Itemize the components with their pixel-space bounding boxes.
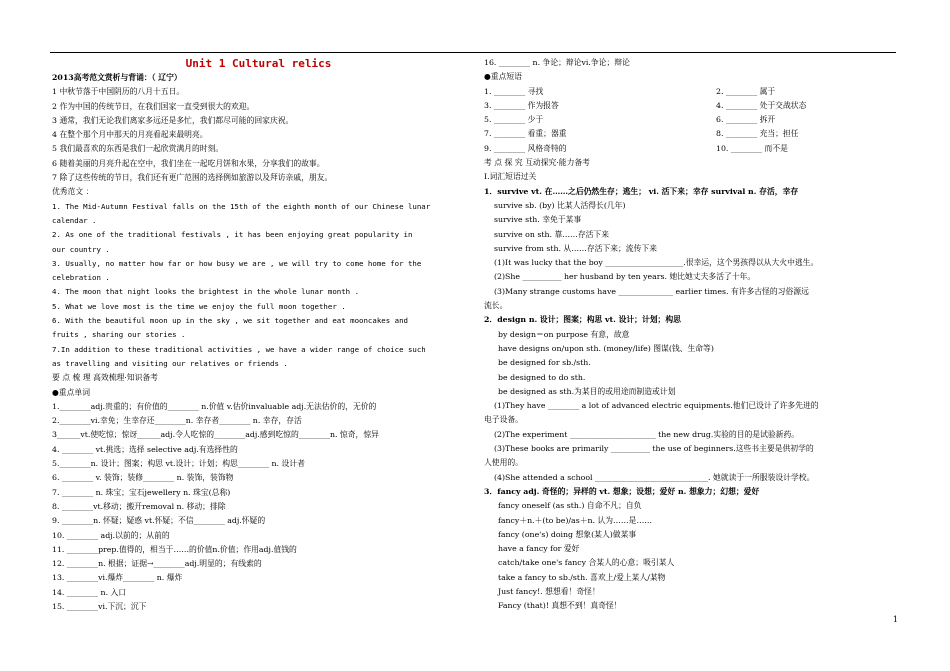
phrase-item: 8. ________ 充当；担任 xyxy=(716,129,799,139)
phrase-item: 7. ________ 看重；器重 xyxy=(484,129,567,139)
left-line: 6. ________ v. 装饰；装修________ n. 装饰，装饰物 xyxy=(52,473,234,483)
right-line xyxy=(484,142,894,156)
right-line: 考 点 探 究 互动探究·能力备考 xyxy=(484,158,590,168)
left-line: 2.________vi.幸免；生幸存还________n. 幸存者________ n. 幸存，存活 xyxy=(52,416,302,426)
right-line: (1)It was lucky that the boy ____________________.很幸运，这个男孩得以从大火中逃生。 xyxy=(494,258,819,268)
left-line: 3. Usually, no matter how far or how busy we are , we will try to come home for the xyxy=(52,258,422,268)
right-line: 电子设备。 xyxy=(484,415,523,425)
left-line: 2 作为中国的传统节日，在我们国家一直受到很大的欢迎。 xyxy=(52,101,255,111)
left-line: 2013高考范文赏析与背诵：（ 辽宁） xyxy=(52,73,182,82)
right-line: 1．survive vt. 在……之后仍然生存；逃生； vi. 活下来；幸存 survival n. 存活，幸存 xyxy=(484,186,799,196)
left-line: 9. ________n. 怀疑；疑惑 vt.怀疑；不信________ adj.怀疑的 xyxy=(52,516,266,526)
right-line: have a fancy for 爱好 xyxy=(498,544,580,554)
right-line: Ⅰ.词汇短语过关 xyxy=(484,172,537,182)
phrase-item: 3. ________ 作为报答 xyxy=(484,100,559,110)
left-line: our country . xyxy=(52,244,110,254)
left-line: 11. ________prep.值得的，相当于……的价值n.价值；作用adj.值钱的 xyxy=(52,544,297,554)
right-line xyxy=(484,85,894,99)
right-line: 2．design n. 设计；图案；构思 vt. 设计；计划；构思 xyxy=(484,315,681,325)
right-line: survive sth. 幸免于某事 xyxy=(494,215,582,225)
left-line: 5.________n. 设计；图案；构思 vt.设计；计划；构思________ n. 设计者 xyxy=(52,459,305,469)
left-line: 6. With the beautiful moon up in the sky , we sit together and eat mooncakes and xyxy=(52,316,408,326)
left-line: ●重点单词 xyxy=(52,387,90,397)
right-line: (4)She attended a school _____________________________. 她就读于一所服装设计学校。 xyxy=(494,472,815,482)
right-line: Fancy (that)! 真想不到！真奇怪！ xyxy=(498,601,622,611)
left-line: 4. The moon that night looks the brightest in the whole lunar month . xyxy=(52,287,360,297)
left-line: 1. The Mid-Autumn Festival falls on the 15th of the eighth month of our Chinese lunar xyxy=(52,201,431,211)
right-line xyxy=(484,99,894,113)
page-title: Unit 1 Cultural relics xyxy=(185,57,332,70)
right-line: survive from sth. 从……存活下来；流传下来 xyxy=(494,243,657,253)
right-line xyxy=(484,127,894,141)
left-line: 优秀范文 ： xyxy=(52,187,94,197)
phrase-item: 10. ________ 而不是 xyxy=(716,143,788,153)
phrase-item: 4. ________ 处于交战状态 xyxy=(716,100,807,110)
right-line: (2)She __________ her husband by ten years. 她比她丈夫多活了十年。 xyxy=(494,272,756,282)
phrase-item: 1. ________ 寻找 xyxy=(484,86,544,96)
right-line: Just fancy!. 想想看！奇怪！ xyxy=(498,586,600,596)
right-line: catch/take one's fancy 合某人的心意；吸引某人 xyxy=(498,558,675,568)
right-line xyxy=(484,113,894,127)
phrase-item: 2. ________ 属于 xyxy=(716,86,776,96)
left-line: 要 点 梳 理 高效梳理·知识备考 xyxy=(52,373,158,383)
right-line: (1)They have ________ a lot of advanced electric equipments.他们已设计了许多先进的 xyxy=(494,401,819,411)
left-line: 14. ________ n. 入口 xyxy=(52,587,127,597)
left-line: 6 随着美丽的月亮升起在空中，我们坐在一起吃月饼和水果，分享我们的故事。 xyxy=(52,158,325,168)
right-line: have designs on/upon sth. (money/life) 图谋(钱、生命等) xyxy=(498,343,714,353)
left-column-body xyxy=(52,71,465,614)
right-line: ●重点短语 xyxy=(484,72,522,82)
left-line: 4. ________ vt.挑选；选择 selective adj.有选择性的 xyxy=(52,444,238,454)
right-line: be designed as sth.为某目的或用途而制造或计划 xyxy=(498,386,676,396)
right-line: (3)Many strange customs have ______________ earlier times. 有许多古怪的习俗源远 xyxy=(494,286,809,296)
left-line: 3 通常，我们无论我们离家多远还是多忙，我们都尽可能的回家庆祝。 xyxy=(52,115,294,125)
right-line: be designed for sb./sth. xyxy=(498,358,591,368)
left-line: fruits , sharing our stories . xyxy=(52,330,186,340)
right-column xyxy=(484,56,894,614)
phrase-item: 6. ________ 拆开 xyxy=(716,115,776,125)
right-line: 流长。 xyxy=(484,301,508,311)
left-line: 13. ________vi.爆炸________ n. 爆炸 xyxy=(52,573,183,583)
right-column-body xyxy=(484,56,894,614)
right-line: 人使用的。 xyxy=(484,458,523,468)
left-line: 5. What we love most is the time we enjoy the full moon together . xyxy=(52,301,346,311)
left-line: as travelling and visiting our relatives or friends . xyxy=(52,358,288,368)
page-number: 1 xyxy=(892,615,898,624)
header-rule xyxy=(50,52,896,53)
left-column xyxy=(52,56,465,614)
right-line: (3)These books are primarily __________ the use of beginners.这些书主要是供初学的 xyxy=(494,444,814,454)
left-line: 7.In addition to these traditional activities , we have a wider range of choice such xyxy=(52,344,426,354)
left-line: 12. ________n. 根据；证据→________adj.明显的；有线索的 xyxy=(52,559,262,569)
left-line: 5 我们最喜欢的东西是我们一起欣赏满月的时刻。 xyxy=(52,144,224,154)
right-line: fancy oneself (as sth.) 自命不凡；自负 xyxy=(498,501,642,511)
right-line: 16. ________ n. 争论；辩论vi.争论；辩论 xyxy=(484,58,630,67)
left-line: 10. ________ adj.以前的；从前的 xyxy=(52,530,170,540)
right-line: survive on sth. 靠……存活下来 xyxy=(494,229,610,239)
left-line: 3______vt.使吃惊；惊讶______adj.令人吃惊的________adj.感到吃惊的________n. 惊奇，惊异 xyxy=(52,430,379,440)
left-line: celebration . xyxy=(52,273,110,283)
left-line: 7. ________ n. 珠宝；宝石jewellery n. 珠宝(总称) xyxy=(52,487,231,497)
right-line: by design＝on purpose 有意，故意 xyxy=(498,329,630,339)
left-line: 8. ________vt.移动；搬开removal n. 移动；排除 xyxy=(52,501,226,511)
right-line: 3．fancy adj. 奇怪的；异样的 vt. 想象；设想；爱好 n. 想象力；幻想；爱好 xyxy=(484,486,760,496)
right-line: be designed to do sth. xyxy=(498,372,586,382)
right-line: survive sb. (by) 比某人活得长(几年) xyxy=(494,200,626,210)
right-line: take a fancy to sb./sth. 喜欢上/爱上某人/某物 xyxy=(498,572,666,582)
right-line: fancy＋n.＋(to be)/as＋n. 认为……是…… xyxy=(498,515,653,525)
right-line: fancy (one's) doing 想象(某人)做某事 xyxy=(498,529,637,539)
right-line: (2)The experiment ______________________ the new drug.实验的目的是试验新药。 xyxy=(494,429,800,439)
phrase-item: 5. ________ 少于 xyxy=(484,115,544,125)
left-line: 1.________adj.贵重的；有价值的________ n.价值 v.估价invaluable adj.无法估价的，无价的 xyxy=(52,401,377,411)
left-line: calendar . xyxy=(52,215,97,225)
phrase-item: 9. ________ 风格奇特的 xyxy=(484,143,567,153)
left-line: 7 除了这些传统的节日，我们还有更广范围的选择例如旅游以及拜访亲戚，朋友。 xyxy=(52,173,333,183)
left-line: 2. As one of the traditional festivals , it has been enjoying great popularity in xyxy=(52,230,413,240)
left-line: 4 在整个那个月中那天的月亮看起来最明亮。 xyxy=(52,130,208,140)
left-line: 15. ________vi.下沉；沉下 xyxy=(52,601,147,611)
left-line: 1 中秋节落于中国阴历的八月十五日。 xyxy=(52,87,185,97)
